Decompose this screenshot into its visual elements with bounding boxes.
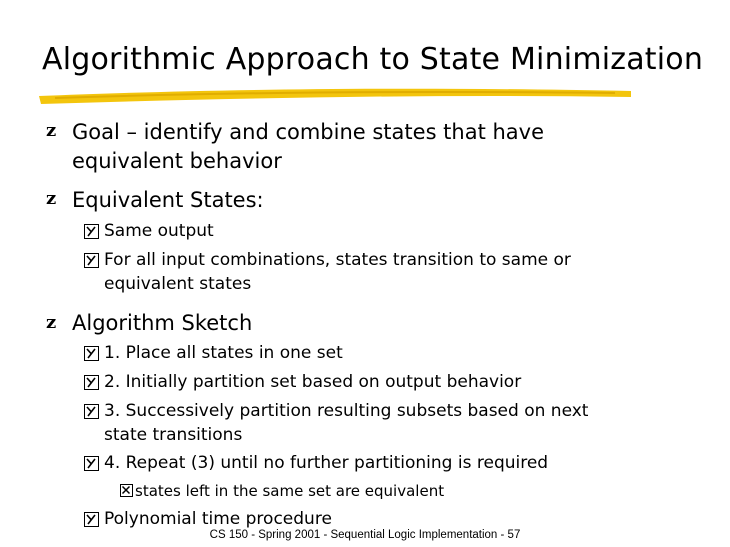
polynomial-time-item: Polynomial time procedure — [104, 509, 332, 529]
z-bullet-icon: z — [46, 188, 57, 209]
y-box-bullet-icon — [84, 346, 99, 361]
y-box-bullet-icon — [84, 253, 99, 268]
y-box-bullet-icon — [84, 375, 99, 390]
goal-line-1: Goal – identify and combine states that have — [72, 120, 545, 144]
input-combinations-line-2: equivalent states — [104, 274, 252, 294]
y-box-bullet-icon — [84, 224, 99, 239]
same-output-item: Same output — [104, 221, 214, 241]
goal-line-2: equivalent behavior — [72, 149, 282, 173]
title-underline — [35, 82, 635, 108]
slide-footer: CS 150 - Spring 2001 - Sequential Logic Implementation - 57 — [209, 529, 521, 541]
step-3-line-2: state transitions — [104, 425, 243, 445]
step-1: 1. Place all states in one set — [104, 343, 343, 363]
z-bullet-icon: z — [46, 120, 57, 141]
step-2: 2. Initially partition set based on output behavior — [104, 372, 522, 392]
y-box-bullet-icon — [84, 512, 99, 527]
input-combinations-line-1: For all input combinations, states transition to same or — [104, 250, 571, 270]
sub-note: states left in the same set are equivalent — [135, 482, 445, 500]
y-box-bullet-icon — [84, 456, 99, 471]
algorithm-sketch-heading: Algorithm Sketch — [72, 311, 253, 335]
equivalent-states-heading: Equivalent States: — [72, 188, 264, 212]
slide-title: Algorithmic Approach to State Minimization — [42, 42, 704, 77]
y-box-bullet-icon — [84, 404, 99, 419]
step-3-line-1: 3. Successively partition resulting subsets based on next — [104, 401, 589, 421]
x-box-bullet-icon — [120, 484, 133, 497]
step-4: 4. Repeat (3) until no further partitioning is required — [104, 453, 549, 473]
z-bullet-icon: z — [46, 312, 57, 333]
